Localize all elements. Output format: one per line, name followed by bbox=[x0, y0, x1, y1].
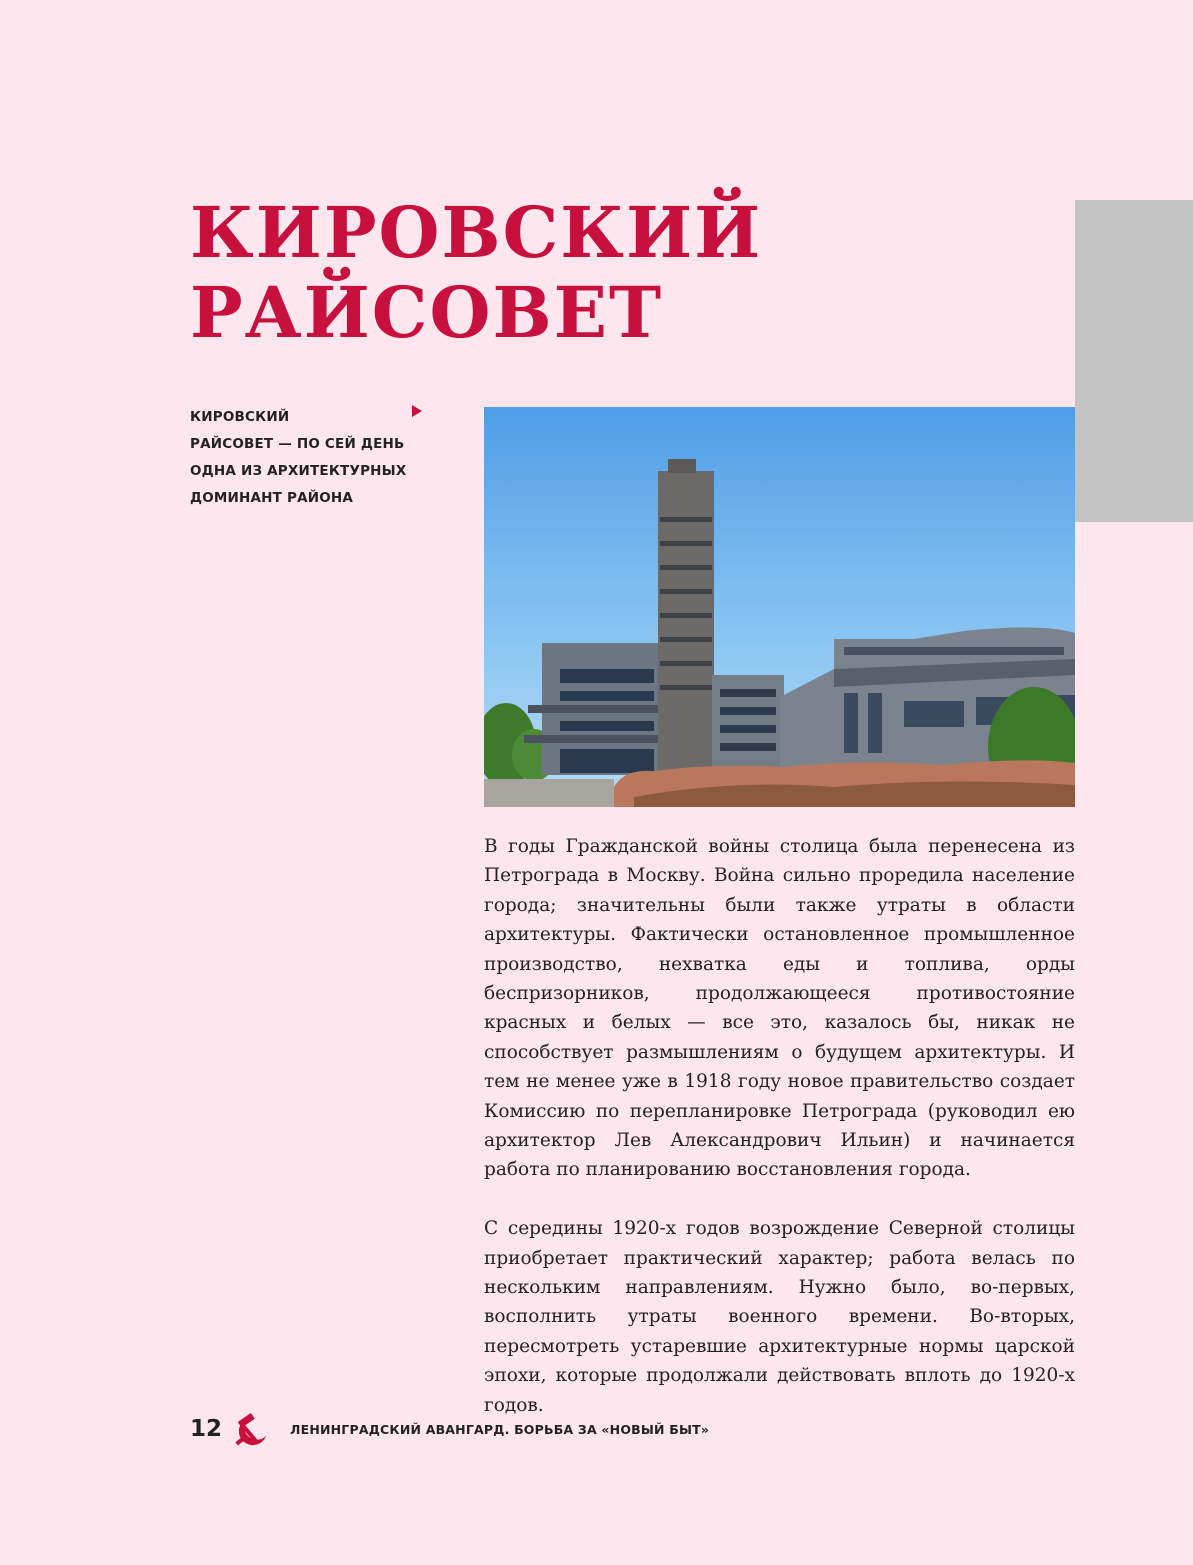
caption-line: ДОМИНАНТ РАЙОНА bbox=[190, 490, 354, 506]
page-title bbox=[190, 193, 762, 353]
building-photo bbox=[484, 407, 1075, 807]
page-title-line-1: КИРОВСКИЙ bbox=[190, 191, 763, 274]
hammer-and-sickle-icon bbox=[234, 1412, 274, 1446]
caption-line: ОДНА ИЗ АРХИТЕКТУРНЫХ bbox=[190, 463, 407, 479]
page-number: 12 bbox=[190, 1416, 223, 1442]
photo-caption bbox=[190, 404, 410, 512]
paragraph: С середины 1920-х годов возрождение Северной столицы приобретает практический характер; работа велась по нескольким направлениям. Нужно было, во-первых, восполнить утраты военного времени. Во-вторых, пересмотреть устаревшие архитектурные нормы царской эпохи, которые продолжали действовать вплоть до 1920-х годов. bbox=[484, 1218, 1075, 1416]
page-footer bbox=[190, 1412, 709, 1446]
article-body bbox=[484, 832, 1075, 1450]
caption-pointer-icon bbox=[412, 405, 422, 417]
caption-line: РАЙСОВЕТ — ПО СЕЙ ДЕНЬ bbox=[190, 436, 405, 452]
caption-line: КИРОВСКИЙ bbox=[190, 409, 290, 425]
page-title-line-2: РАЙСОВЕТ bbox=[190, 271, 664, 354]
paragraph: В годы Гражданской войны столица была перенесена из Петрограда в Москву. Война сильно проредила население города; значительны были также утраты в области архитектуры. Фактически остановленное промышленное производство, нехватка еды и топлива, орды беспризорников, продолжающееся противостояние красных и белых — все это, казалось бы, никак не способствует размышлениям о будущем архитектуры. И тем не менее уже в 1918 году новое правительство создает Комиссию по перепланировке Петрограда (руководил ею архитектор Лев Александрович Ильин) и начинается работа по планированию восстановления города. bbox=[484, 836, 1075, 1181]
running-title: ЛЕНИНГРАДСКИЙ АВАНГАРД. БОРЬБА ЗА «НОВЫЙ БЫТ» bbox=[290, 1421, 710, 1437]
section-tab bbox=[1075, 200, 1193, 522]
